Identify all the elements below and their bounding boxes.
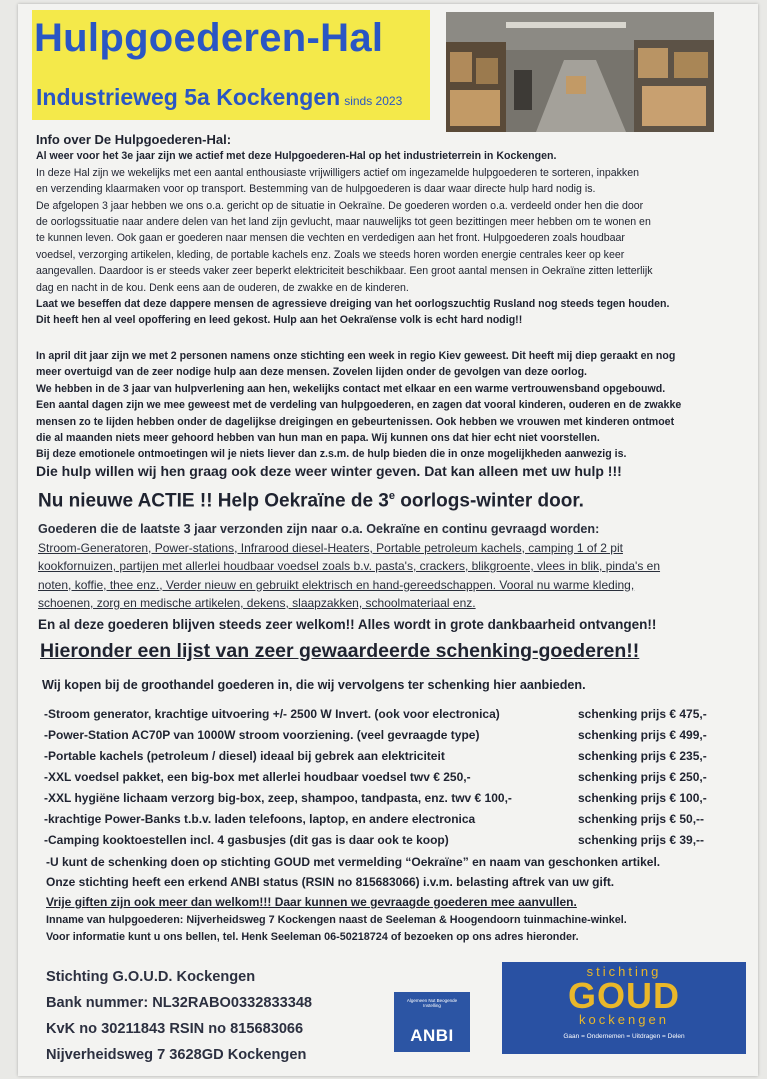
- goods-line: Stroom-Generatoren, Power-stations, Infrarood diesel-Heaters, Portable petroleum kachels, camping 1 of 2 pit: [38, 540, 623, 555]
- april-line: die al maanden niets meer gehoord hebben van hun man en papa. Wij kunnen ons dat hier echt niet voorstellen.: [36, 432, 600, 445]
- info-line: Inname van hulpgoederen: Nijverheidsweg 7 Kockengen naast de Seeleman & Hoogendoorn tuinmachine-winkel.: [46, 914, 627, 926]
- list-item: [44, 749, 756, 770]
- warehouse-photo: [446, 12, 714, 132]
- footer-kvk: KvK no 30211843 RSIN no 815683066: [46, 1021, 304, 1037]
- address-text: Industrieweg 5a Kockengen: [36, 84, 341, 110]
- footer-address: Nijverheidsweg 7 3628GD Kockengen: [46, 1047, 307, 1063]
- anbi-logo: [394, 992, 470, 1052]
- april-section: [36, 348, 748, 479]
- april-line: In april dit jaar zijn we met 2 personen namens onze stichting een week in regio Kiev geweest. Dit heeft mij diep geraakt en nog: [36, 350, 676, 362]
- warehouse-photo-image: [446, 12, 714, 132]
- info-line: Onze stichting heeft een erkend ANBI status (RSIN no 815683066) i.v.m. belasting aftrek van uw gift.: [46, 875, 615, 889]
- goods-line: kookfornuizen, partijen met allerlei houdbaar voedsel zoals b.v. pasta's, crackers, blikgroente, vlees in blik, pinda's en: [38, 559, 661, 573]
- list-item: [44, 728, 756, 749]
- intro-line: te kunnen leven. Ook gaan er goederen naar mensen die vechten en verdedigen aan het front. Hulpgoederen zoals houdbaar: [36, 232, 625, 245]
- intro-line: voedsel, verzorging artikelen, kleding, de portable kachels enz. Zoals we steeds horen worden energie centrales keer op keer: [36, 248, 625, 261]
- welkom-line: En al deze goederen blijven steeds zeer welkom!! Alles wordt in grote dankbaarheid ontvangen!!: [38, 617, 657, 632]
- actie-text: Nu nieuwe ACTIE !! Help Oekraïne de 3: [38, 490, 389, 512]
- goud-top: stichting: [586, 964, 662, 979]
- goud-main: GOUD: [568, 975, 680, 1016]
- flyer-address: [36, 84, 402, 111]
- april-line: mensen zo te lijden hebben onder de dagelijkse dreigingen en gebeurtenissen. Ook hebben we vrouwen met kinderen ontmoet: [36, 415, 675, 428]
- item-desc: -XXL hygiëne lichaam verzorg big-box, zeep, shampoo, tandpasta, enz. twv € 100,-: [44, 791, 512, 805]
- actie-sup: e: [388, 490, 395, 502]
- april-line: Een aantal dagen zijn we mee geweest met de verdeling van hulpgoederen, en zagen dat vooral kinderen, ouderen en de zwakke: [36, 399, 682, 412]
- list-item: [44, 707, 756, 728]
- item-price: schenking prijs € 39,--: [578, 833, 705, 847]
- flyer-title: Hulpgoederen-Hal: [34, 16, 384, 60]
- footer-contact: [46, 964, 312, 1068]
- item-desc: -Portable kachels (petroleum / diesel) ideaal bij gebrek aan elektriciteit: [44, 749, 445, 763]
- intro-section: [36, 132, 748, 329]
- goods-line: noten, koffie, thee enz., Verder nieuw en gebruikt elektrisch en hand-gereedschappen. Vooral nu warme kleding,: [38, 577, 635, 592]
- list-item: [44, 791, 756, 812]
- goud-logo: [502, 962, 746, 1054]
- info-line: Vrije giften zijn ook meer dan welkom!!! Daar kunnen we gevraagde goederen mee aanvullen.: [46, 895, 577, 909]
- item-desc: -krachtige Power-Banks t.b.v. laden telefoons, laptop, en andere electronica: [44, 812, 476, 826]
- item-desc: -XXL voedsel pakket, een big-box met allerlei houdbaar voedsel twv € 250,-: [44, 770, 471, 784]
- goud-tagline: Gaan = Ondernemen = Uitdragen = Delen: [563, 1033, 685, 1040]
- item-price: schenking prijs € 50,--: [578, 812, 705, 826]
- goods-line: schoenen, zorg en medische artikelen, dekens, slaapzakken, schoolmateriaal enz.: [38, 596, 476, 610]
- intro-line: Dit heeft hen al veel opoffering en leed gekost. Hulp aan het Oekraïense volk is echt hard nodig!!: [36, 314, 523, 327]
- intro-line: de oorlogssituatie naar andere delen van het land zijn gevlucht, maar nauwelijks tot geen bezittingen meer hebben om te wonen en: [36, 216, 651, 229]
- item-price: schenking prijs € 499,-: [578, 728, 707, 742]
- intro-line: Laat we beseffen dat deze dappere mensen de agressieve dreiging van het oorlogszuchtig Rusland nog steeds tegen houden.: [36, 298, 670, 311]
- item-price: schenking prijs € 250,-: [578, 770, 707, 784]
- list-item: [44, 812, 756, 833]
- goods-intro: Goederen die de laatste 3 jaar verzonden zijn naar o.a. Oekraïne en continu gevraagd worden:: [38, 522, 600, 536]
- intro-heading: Info over De Hulpgoederen-Hal:: [36, 132, 232, 147]
- item-price: schenking prijs € 100,-: [578, 791, 707, 805]
- item-desc: -Camping kooktoestellen incl. 4 gasbusjes (dit gas is daar ook te koop): [44, 833, 449, 847]
- intro-line: De afgelopen 3 jaar hebben we ons o.a. gericht op de situatie in Oekraïne. De goederen worden o.a. verdeeld onder hen die door: [36, 199, 644, 212]
- intro-line: dag en nacht in de kou. Denk eens aan de ouderen, de zwakke en de kinderen.: [36, 281, 409, 294]
- april-line: Bij deze emotionele ontmoetingen wil je niets liever dan z.s.m. de hulp bieden die in onze mogelijkheden aanwezig is.: [36, 448, 627, 461]
- april-line: meer overtuigd van de zeer nodige hulp aan deze mensen. Zovelen lijden onder de gevolgen van deze oorlog.: [36, 366, 587, 379]
- intro-line: In deze Hal zijn we wekelijks met een aantal enthousiaste vrijwilligers actief om ingezamelde hulpgoederen te sorteren, inpakken: [36, 166, 639, 179]
- donation-info: [46, 852, 758, 946]
- intro-line: en verzending klaarmaken voor op transport. Bestemming van de hulpgoederen is daar waar directe hulp hard nodig is.: [36, 183, 596, 196]
- since-text: sinds 2023: [344, 94, 403, 108]
- intro-line: Al weer voor het 3e jaar zijn we actief met deze Hulpgoederen-Hal op het industrieterrein in Kockengen.: [36, 150, 557, 163]
- actie-text-2: oorlogs-winter door.: [395, 490, 584, 512]
- april-closing: Die hulp willen wij hen graag ook deze weer winter geven. Dat kan alleen met uw hulp !!!: [36, 462, 622, 479]
- info-line: Voor informatie kunt u ons bellen, tel. Henk Seeleman 06-50218724 of bezoeken op ons adres hieronder.: [46, 931, 579, 943]
- kopen-line: Wij kopen bij de groothandel goederen in, die wij vervolgens ter schenking hier aanbieden.: [42, 678, 586, 692]
- list-item: [44, 770, 756, 791]
- donation-items: [44, 707, 756, 854]
- flyer-page: [18, 4, 758, 1076]
- item-desc: -Stroom generator, krachtige uitvoering +/- 2500 W Invert. (ook voor electronica): [44, 707, 500, 721]
- list-title: Hieronder een lijst van zeer gewaardeerde schenking-goederen!!: [40, 640, 640, 662]
- intro-line: aangevallen. Daardoor is er steeds vaker zeer beperkt elektriciteit beschikbaar. Een groot aantal mensen in Oekraïne zitten letterlijk: [36, 265, 653, 278]
- anbi-small-text: Algemeen Nut Beogende Instelling: [406, 998, 458, 1008]
- list-item: [44, 833, 756, 854]
- item-price: schenking prijs € 475,-: [578, 707, 707, 721]
- footer-org: Stichting G.O.U.D. Kockengen: [46, 969, 256, 985]
- goods-section: [38, 520, 754, 613]
- item-price: schenking prijs € 235,-: [578, 749, 707, 763]
- item-desc: -Power-Station AC70P van 1000W stroom voorziening. (veel gevraagde type): [44, 728, 480, 742]
- actie-heading: [38, 490, 584, 512]
- anbi-text: ANBI: [410, 1026, 454, 1045]
- april-line: We hebben in de 3 jaar van hulpverlening aan hen, wekelijks contact met elkaar en een warme vertrouwensband opgebouwd.: [36, 382, 666, 395]
- goud-sub: kockengen: [579, 1012, 669, 1027]
- info-line: -U kunt de schenking doen op stichting GOUD met vermelding “Oekraïne” en naam van geschonken artikel.: [46, 855, 661, 869]
- footer-bank: Bank nummer: NL32RABO0332833348: [46, 995, 313, 1011]
